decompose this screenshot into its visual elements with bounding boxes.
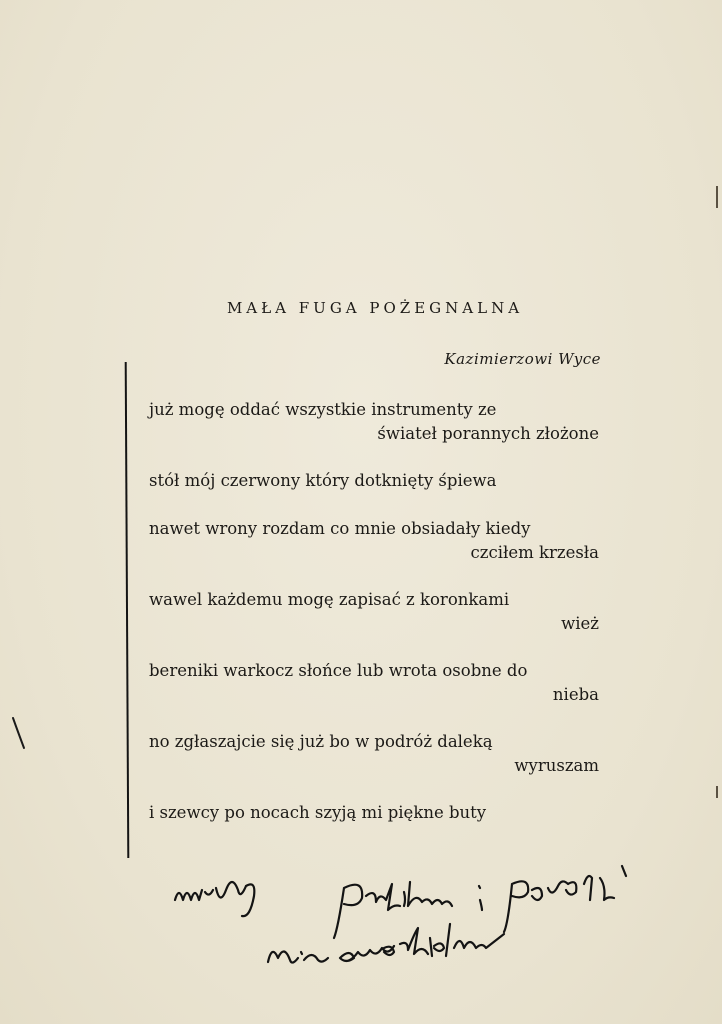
- stanza-line: i szewcy po nocach szyją mi piękne buty: [149, 803, 487, 822]
- stanza-line: no zgłaszajcie się już bo w podróż daleką: [149, 732, 493, 751]
- stanza-line: wawel każdemu mogę zapisać z koronkami: [149, 590, 510, 609]
- stanza-line-continuation: świateł porannych złożone: [377, 424, 599, 443]
- stanza-line: już mogę oddać wszystkie instrumenty ze: [149, 400, 497, 419]
- stanza-line: bereniki warkocz słońce lub wrota osobne do: [149, 661, 528, 680]
- poem-dedication: Kazimierzowi Wyce: [444, 350, 601, 368]
- stanza-line-continuation: wyruszam: [514, 756, 599, 775]
- stanza-line-continuation: nieba: [552, 685, 599, 704]
- poem-title: MAŁA FUGA POŻEGNALNA: [226, 299, 524, 317]
- stanza-line-continuation: wież: [561, 614, 599, 633]
- stanza-line: nawet wrony rozdam co mnie obsiadały kiedy: [149, 519, 531, 538]
- stanza-line-continuation: czciłem krzesła: [470, 543, 599, 562]
- stanza-line: stół mój czerwony który dotknięty śpiewa: [149, 471, 497, 490]
